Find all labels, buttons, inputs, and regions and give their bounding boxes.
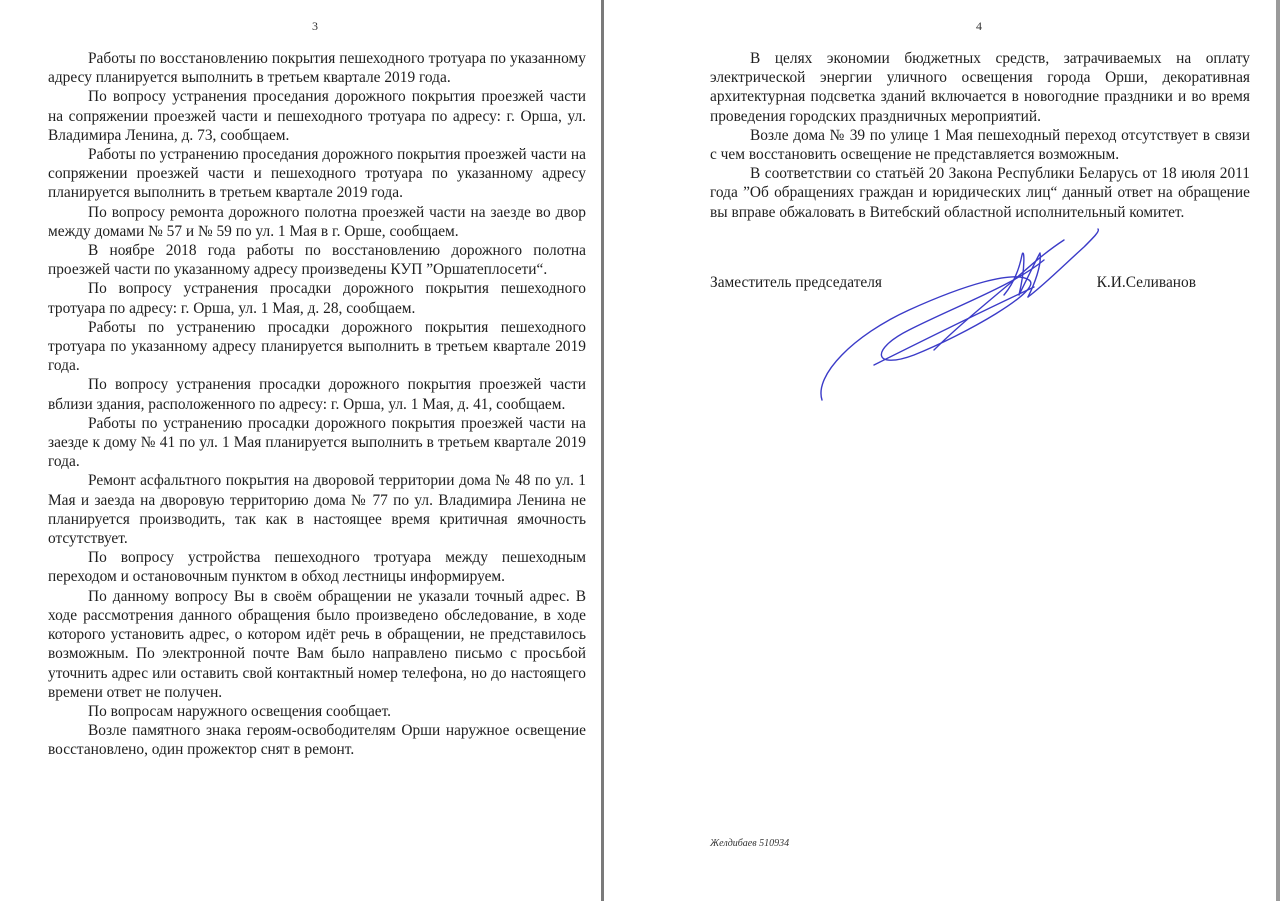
paragraph: Работы по устранению просадки дорожного покрытия проезжей части на заезде к дому № 41 по ул. 1 Мая планируется выполнить в третьем квартале 2019 года.: [48, 414, 586, 471]
paragraph: По вопросам наружного освещения сообщает.: [88, 702, 392, 720]
page-body: [710, 49, 1250, 222]
page-edge: [1276, 0, 1280, 901]
page-number: 4: [976, 19, 982, 33]
paragraph: По вопросу ремонта дорожного полотна проезжей части на заезде во двор между домами № 57 и № 59 по ул. 1 Мая в г. Орше, сообщаем.: [48, 203, 586, 240]
paragraph: Работы по устранению просадки дорожного покрытия пешеходного тротуара по указанному адресу планируется выполнить в третьем квартале 2019 года.: [48, 318, 586, 375]
page-3: [0, 0, 601, 901]
page-4: [604, 0, 1276, 901]
paragraph: Ремонт асфальтного покрытия на дворовой территории дома № 48 по ул. 1 Мая и заезда на дворовую территорию дома № 77 по ул. Владимира Ленина не планируется производить, так как в настоящее время критичная ямочность отсутствует.: [48, 472, 586, 548]
page-number: 3: [312, 19, 318, 33]
paragraph: По вопросу устранения просадки дорожного покрытия проезжей части вблизи здания, расположенного по адресу: г. Орша, ул. 1 Мая, д. 41, сообщаем.: [48, 376, 586, 413]
paragraph: В соответствии со статьёй 20 Закона Республики Беларусь от 18 июля 2011 года ”Об обращениях граждан и юридических лиц“ данный ответ на обращение вы вправе обжаловать в Витебский областной исполнительный комитет.: [710, 165, 1250, 221]
signatory-name: К.И.Селиванов: [1096, 274, 1196, 291]
paragraph: Работы по устранению проседания дорожного покрытия проезжей части на сопряжении проезжей части и пешеходного тротуара по указанному адресу планируется выполнить в третьем квартале 2019 года.: [48, 146, 586, 202]
paragraph: По данному вопросу Вы в своём обращении не указали точный адрес. В ходе рассмотрения данного обращения было произведено обследование, в ходе которого установить адрес, о котором идёт речь в обращении, не представилось возможным. По электронной почте Вам было направлено письмо с просьбой уточнить адрес или оставить свой контактный номер телефона, но до настоящего времени ответ не получен.: [48, 587, 586, 701]
paragraph: По вопросу устранения просадки дорожного покрытия пешеходного тротуара по адресу: г. Орша, ул. 1 Мая, д. 28, сообщаем.: [48, 280, 586, 317]
handwritten-signature: [814, 225, 1104, 405]
paragraph: По вопросу устранения проседания дорожного покрытия проезжей части на сопряжении проезжей части и пешеходного тротуара по адресу: г. Орша, ул. Владимира Ленина, д. 73, сообщаем.: [48, 88, 586, 144]
signatory-title: Заместитель председателя: [710, 274, 883, 291]
paragraph: Возле дома № 39 по улице 1 Мая пешеходный переход отсутствует в связи с чем восстановить освещение не представляется возможным.: [710, 126, 1250, 164]
page-body: [48, 49, 586, 760]
paragraph: Работы по восстановлению покрытия пешеходного тротуара по указанному адресу планируется выполнить в третьем квартале 2019 года.: [48, 50, 586, 87]
paragraph: По вопросу устройства пешеходного тротуара между пешеходным переходом и остановочным пунктом в обход лестницы информируем.: [48, 549, 586, 586]
paragraph: Возле памятного знака героям-освободителям Орши наружное освещение восстановлено, один прожектор снят в ремонт.: [48, 722, 586, 759]
paragraph: В ноябре 2018 года работы по восстановлению дорожного полотна проезжей части по указанному адресу произведены КУП ”Оршатеплосети“.: [48, 242, 586, 279]
paragraph: В целях экономии бюджетных средств, затрачиваемых на оплату электрической энергии уличного освещения города Орши, декоративная архитектурная подсветка зданий включается в новогодние праздники и во время проведения городских праздничных мероприятий.: [710, 50, 1250, 125]
executor-note: Желдибаев 510934: [710, 838, 790, 849]
